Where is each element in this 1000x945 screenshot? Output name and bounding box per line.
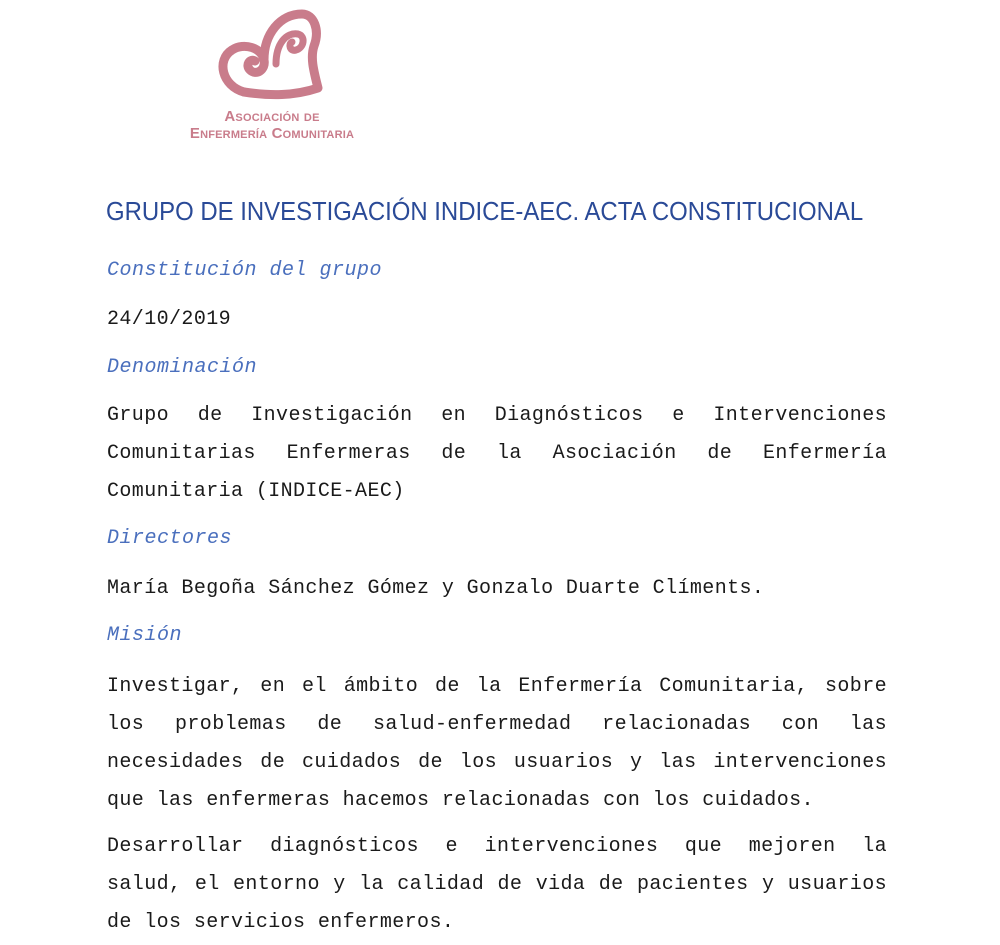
spiral-logo-icon — [214, 4, 324, 104]
heading-directores: Directores — [107, 527, 233, 550]
heading-denominacion: Denominación — [107, 356, 258, 379]
heading-mision: Misión — [107, 624, 183, 647]
text-constitucion-date: 24/10/2019 — [107, 308, 232, 331]
logo-line-2: Enfermería Comunitaria — [189, 125, 355, 142]
logo-text — [172, 108, 372, 142]
text-mision-paragraph-2: Desarrollar diagnósticos e intervenciones que mejoren la salud, el entorno y la calidad de vida de pacientes y usuarios de los servicios enfermeros. — [107, 835, 887, 934]
heading-constitucion: Constitución del grupo — [107, 259, 383, 282]
association-logo — [172, 4, 372, 144]
text-denominacion: Grupo de Investigación en Diagnósticos e Intervenciones Comunitarias Enfermeras de la Asociación de Enfermería Comunitaria (INDICE-AEC) — [107, 404, 887, 503]
logo-line-1: Asociación de — [224, 108, 320, 125]
document-title: GRUPO DE INVESTIGACIÓN INDICE-AEC. ACTA CONSTITUCIONAL — [106, 196, 864, 226]
text-mision-paragraph-1: Investigar, en el ámbito de la Enfermería Comunitaria, sobre los problemas de salud-enfermedad relacionadas con las necesidades de cuidados de los usuarios y las intervenciones que las enfermeras hacemos relacionadas con los cuidados. — [107, 675, 887, 812]
text-directores: María Begoña Sánchez Gómez y Gonzalo Duarte Clíments. — [107, 577, 765, 600]
